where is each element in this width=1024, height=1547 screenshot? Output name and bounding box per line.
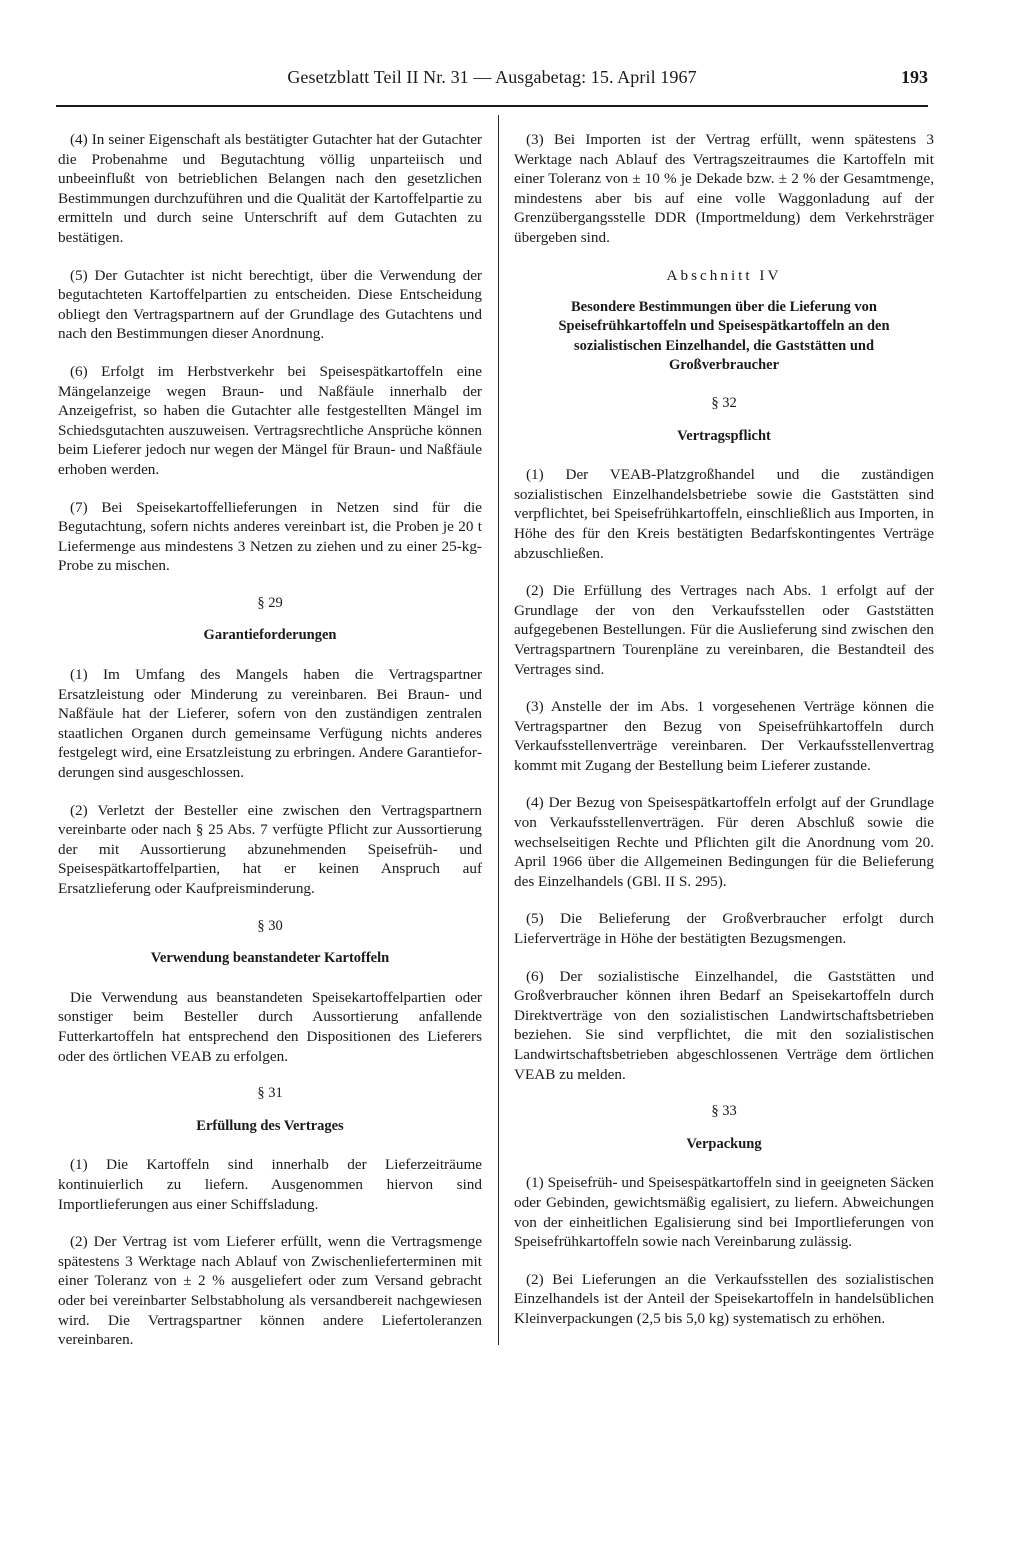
paragraph: (3) Anstelle der im Abs. 1 vorgesehenen Verträge können die Vertragspartner den Bezug von Speisefrühkartoffeln durch Verkaufsstellenverträge vereinbaren. Der Verkaufsstellenvertrag kommt mit Zugang der Bestellung beim Lieferer zustande. (514, 698, 934, 774)
page-header (56, 64, 928, 104)
paragraph: (7) Bei Speisekartoffellieferungen in Netzen sind für die Begutachtung, sofern nichts anderes vereinbart ist, die Proben je 20 t Liefermenge aus mindestens 3 Netzen zu ziehen und zu einer 25-kg-Probe zu mischen. (58, 498, 482, 575)
paragraph: (2) Bei Lieferungen an die Verkaufsstellen des sozialistischen Einzelhandels ist der Anteil der Speisekartoffeln in handelsüblichen Kleinverpackungen (2,5 bis 5,0 kg) systematisch zu erhöhen. (514, 1270, 934, 1327)
header-rule (56, 105, 928, 107)
paragraph: (1) Speisefrüh- und Speisespätkartoffeln sind in geeigneten Säcken oder Gebinden, gewichtsmäßig egalisiert, zu liefern. Abweichungen von der einheitlichen Egalisierung sind bei Importlieferungen von Speisefrühkartoffeln sowie nach Vereinbarung zulässig. (514, 1174, 934, 1251)
page-number: 193 (901, 67, 928, 87)
paragraph: (6) Der sozialistische Einzelhandel, die Gaststätten und Großverbraucher können ihren Bedarf an Speisekartoffeln durch Direktverträge von den sozialistischen Landwirtschaftsbetrieben beziehen. Sie sind verpflichtet, die mit den sozialistischen Landwirtschaftsbetrieben abgeschlossenen Verträge dem örtlichen VEAB zu melden. (514, 967, 934, 1083)
section-title: Erfüllung des Vertrages (196, 1117, 344, 1134)
section-number: § 32 (711, 394, 737, 411)
section-number: § 29 (257, 594, 283, 611)
section-title: Verpackung (686, 1135, 762, 1152)
paragraph: (4) Der Bezug von Speisespätkartoffeln erfolgt auf der Grundlage von Verkaufsstellenverträgen. Für deren Abschluß sowie die wechselseitigen Rechte und Pflichten gilt die Anordnung vom 20. April 1966 über die Allgemeinen Bedingungen für die Belieferung des Einzelhandels (GBl. II S. 295). (514, 794, 934, 890)
right-column (514, 130, 934, 1347)
chapter-title: Besondere Bestimmungen über die Lieferung von Speisefrühkartoffeln und Speisespätkartoffeln an den sozialistischen Einzelhandel, die Gaststätten und Großverbraucher (558, 299, 890, 373)
paragraph: (3) Bei Importen ist der Vertrag erfüllt, wenn spätestens 3 Werktage nach Ablauf des Vertragszeitraumes die Kartoffeln mit einer Toleranz von ± 10 % je Dekade bzw. ± 2 % der Gesamtmenge, mindestens aber bis auf eine volle Waggonladung auf der Grenzübergangsstelle DDR (Importmeldung) dem Verkehrsträger übergeben sind. (514, 131, 934, 246)
section-number: § 31 (257, 1085, 283, 1102)
section-number: § 33 (711, 1103, 737, 1120)
chapter-heading: Abschnitt IV (666, 266, 782, 284)
paragraph: (2) Die Erfüllung des Vertrages nach Abs. 1 erfolgt auf der Grundlage der von den Verkaufsstellen oder Gaststätten aufgegebenen Bestellungen. Für die Auslieferung sind zwischen den Vertragspartnern Tourenpläne zu vereinbaren, die Bestandteil des Vertrages sind. (514, 582, 934, 678)
paragraph: (1) Die Kartoffeln sind innerhalb der Lieferzeiträume kontinuierlich zu liefern. Ausgenommen hiervon sind Importlieferungen aus einer Schiffsladung. (58, 1156, 482, 1213)
paragraph: (1) Im Umfang des Mangels haben die Vertragspartner Ersatzleistung oder Minderung zu vereinbaren. Bei Braun- und Naßfäule hat der Lieferer, sofern von den zuständigen zentralen staatlichen Organen durch gemeinsame Verfügung nichts anderes festgelegt wird, eine Ersatzleistung zu erbringen. Andere Garantieforderungen sind ausgeschlossen. (58, 666, 482, 782)
paragraph: (2) Der Vertrag ist vom Lieferer erfüllt, wenn die Vertragsmenge spätestens 3 Werktage nach Ablauf von Zwischenlieferterminen mit einer Toleranz von ± 2 % ausgeliefert oder zum Versand gebracht oder bei vereinbarter Selbstabholung als versandbereit nachgewiesen wird. Die Vertragspartner können andere Liefertoleranzen vereinbaren. (58, 1233, 482, 1349)
section-title: Verwendung beanstandeter Kartoffeln (150, 950, 390, 967)
paragraph: (5) Die Belieferung der Großverbraucher erfolgt durch Lieferverträge in Höhe der bestätigten Bezugsmengen. (514, 910, 934, 948)
paragraph: (4) In seiner Eigenschaft als bestätigter Gutachter hat der Gutachter die Probenahme und Begutachtung völlig unparteiisch und unbeeinflußt von betrieblichen Belangen nach den gesetzlichen Bestimmungen durchzuführen und die Qualität der Kartoffelpartie zu ermitteln und durch seine Unterschrift auf dem Gutachten zu bestätigen. (58, 131, 482, 246)
section-title: Garantieforderungen (203, 627, 337, 644)
page-header-title: Gesetzblatt Teil II Nr. 31 — Ausgabetag: 15. April 1967 (287, 67, 697, 87)
paragraph: (5) Der Gutachter ist nicht berechtigt, über die Verwendung der begutachteten Kartoffelpartien zu entscheiden. Diese Entscheidung obliegt den Vertragspartnern auf der Grundlage des Gutachtens und nach den Bestimmungen dieser Anordnung. (58, 266, 482, 343)
paragraph: (2) Verletzt der Besteller eine zwischen den Vertragspartnern vereinbarte oder nach § 25 Abs. 7 verfügte Pflicht zur Aussortierung der mit Aussortierung abzunehmenden Speisefrüh- und Speisespätkartoffelpartien, hat er keinen Anspruch auf Ersatzlieferung oder Kaufpreisminderung. (58, 801, 482, 897)
column-divider (498, 115, 499, 1345)
left-column (58, 130, 482, 1368)
paragraph: Die Verwendung aus beanstandeten Speisekartoffelpartien oder sonstiger beim Besteller durch Aussortierung anfallende Futterkartoffeln hat entsprechend den Dispositionen des Lieferers oder des örtlichen VEAB zu erfolgen. (58, 988, 482, 1065)
section-title: Vertragspflicht (677, 427, 771, 444)
section-number: § 30 (257, 917, 283, 934)
paragraph: (6) Erfolgt im Herbstverkehr bei Speisespätkartoffeln eine Mängelanzeige wegen Braun- und Naßfäule innerhalb der Anzeigefrist, so haben die Gutachter alle festgestellten Mängel im Schiedsgutachten auszuweisen. Vertragsrechtliche Ansprüche können beim Lieferer jedoch nur wegen der Mängel für Braun- und Naßfäule erhoben werden. (58, 362, 482, 478)
paragraph: (1) Der VEAB-Platzgroßhandel und die zuständigen sozialistischen Einzelhandelsbetriebe sowie die Gaststätten sind verpflichtet, bei Speisefrühkartoffeln, einschließlich aus Importen, in Höhe des für den Kreis bestätigten Bedarfskontingentes Verträge abzuschließen. (514, 466, 934, 562)
